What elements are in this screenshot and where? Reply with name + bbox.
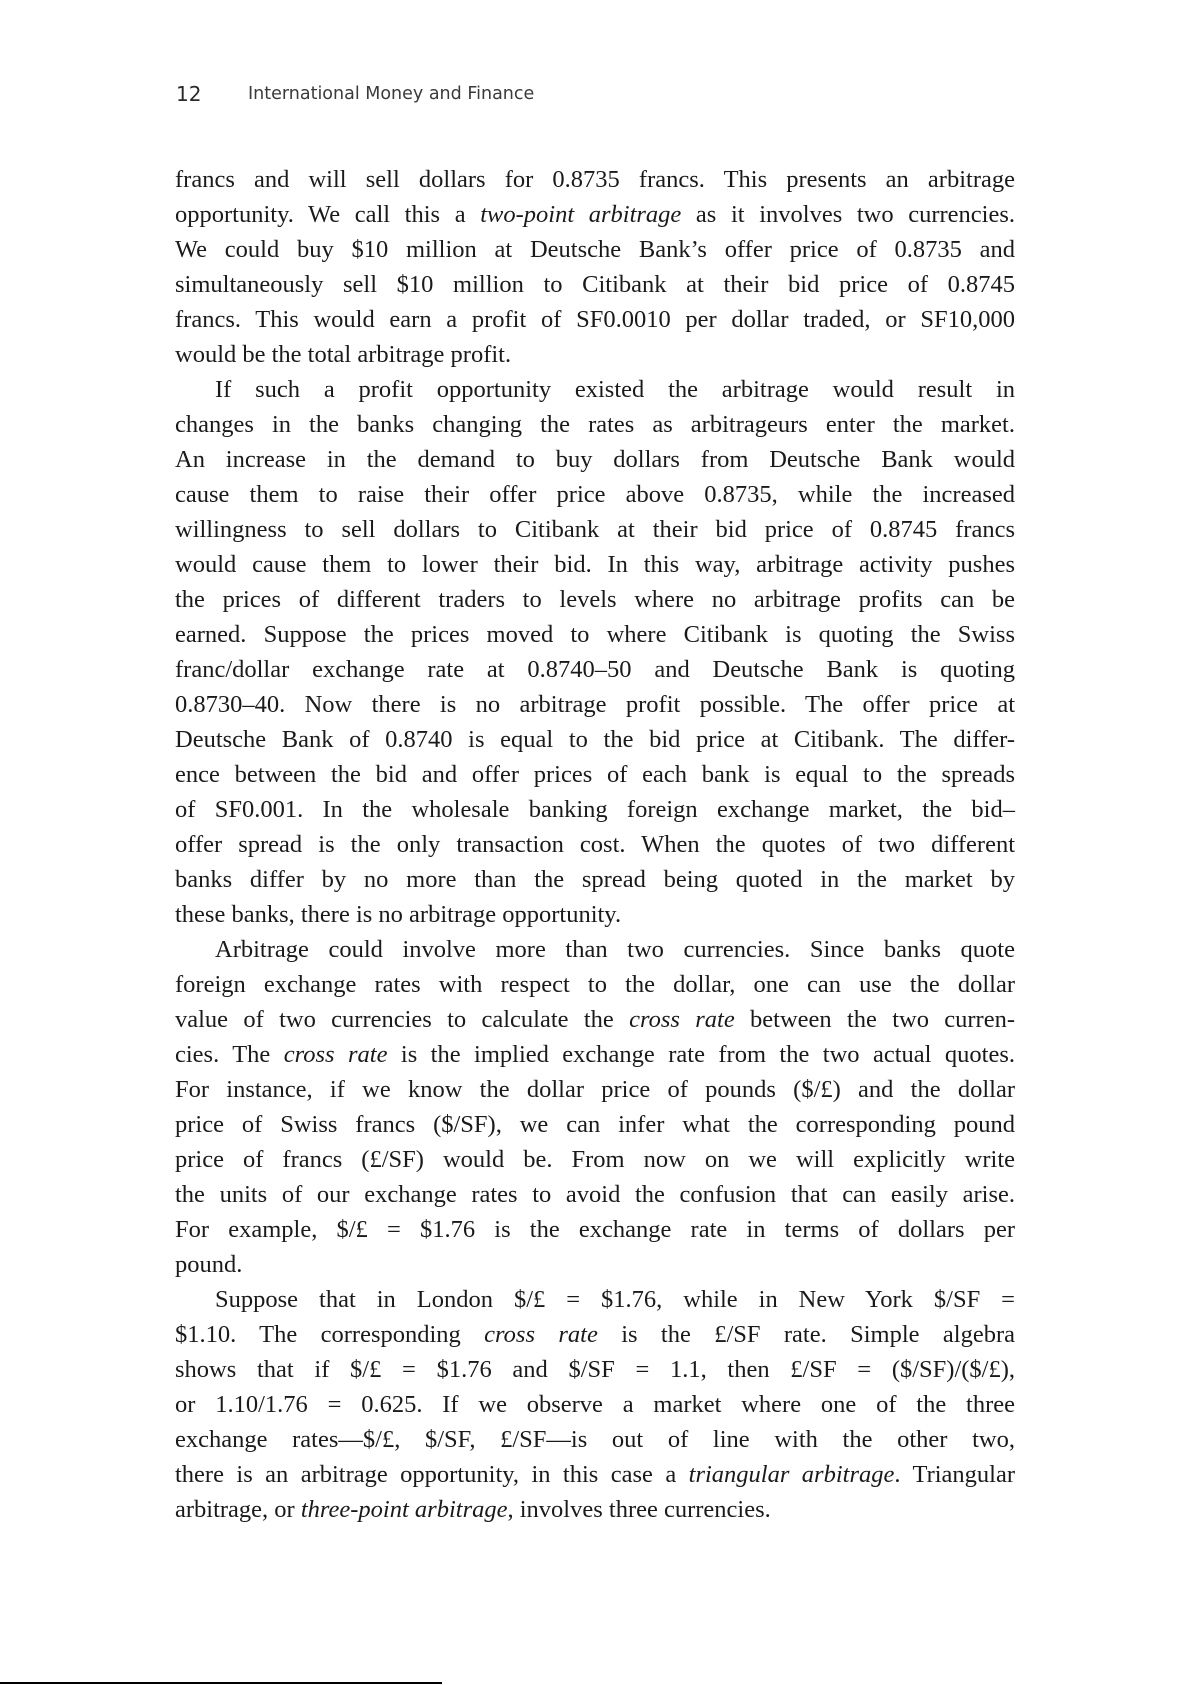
text-line [175, 337, 1015, 372]
text-line [175, 267, 1015, 302]
text-run: francs and will sell dollars for 0.8735 francs. This presents an arbitrage [175, 166, 1015, 193]
text-line [175, 1457, 1015, 1492]
text-line [175, 1002, 1015, 1037]
text-line [175, 967, 1015, 1002]
italic-term: triangular arbitrage [688, 1461, 895, 1488]
text-line [175, 1387, 1015, 1422]
text-line [175, 1317, 1015, 1352]
text-run: banks differ by no more than the spread being quoted in the market by [175, 866, 1015, 893]
italic-term: cross rate [629, 1006, 735, 1033]
text-run: price of Swiss francs ($/SF), we can infer what the corresponding pound [175, 1111, 1015, 1138]
paragraph [175, 1282, 1015, 1527]
text-line [175, 302, 1015, 337]
text-run: is the £/SF rate. Simple algebra [597, 1321, 1015, 1348]
text-run: willingness to sell dollars to Citibank at their bid price of 0.8745 francs [175, 516, 1015, 543]
text-run: , involves three currencies. [507, 1496, 771, 1523]
text-run: offer spread is the only transaction cost. When the quotes of two different [175, 831, 1015, 858]
text-line [175, 652, 1015, 687]
text-line [175, 477, 1015, 512]
text-run: ence between the bid and offer prices of each bank is equal to the spreads [175, 761, 1015, 788]
text-run: An increase in the demand to buy dollars from Deutsche Bank would [175, 446, 1015, 473]
text-run: earned. Suppose the prices moved to where Citibank is quoting the Swiss [175, 621, 1015, 648]
text-line [175, 1247, 1015, 1282]
text-run: between the two curren- [734, 1006, 1016, 1033]
text-run: francs. This would earn a profit of SF0.0010 per dollar traded, or SF10,000 [175, 306, 1015, 333]
text-run: the prices of different traders to levels where no arbitrage profits can be [175, 586, 1015, 613]
text-run: of SF0.001. In the wholesale banking foreign exchange market, the bid– [175, 796, 1015, 823]
text-line [175, 932, 1015, 967]
italic-term: cross rate [283, 1041, 388, 1068]
paragraph [175, 162, 1015, 372]
text-run: Deutsche Bank of 0.8740 is equal to the bid price at Citibank. The differ- [175, 726, 1015, 753]
text-run: shows that if $/£ = $1.76 and $/SF = 1.1, then £/SF = ($/SF)/($/£), [175, 1356, 1015, 1383]
text-run: would cause them to lower their bid. In this way, arbitrage activity pushes [175, 551, 1015, 578]
text-line [175, 722, 1015, 757]
text-run: pound. [175, 1251, 243, 1278]
italic-term: three-point arbitrage [300, 1496, 508, 1523]
text-run: value of two currencies to calculate the [175, 1006, 630, 1033]
italic-term: cross rate [484, 1321, 598, 1348]
text-line [175, 512, 1015, 547]
text-line [175, 617, 1015, 652]
text-line [175, 1107, 1015, 1142]
paragraph [175, 372, 1015, 932]
text-run: $1.10. The corresponding [175, 1321, 485, 1348]
text-run: For instance, if we know the dollar price of pounds ($/£) and the dollar [175, 1076, 1015, 1103]
italic-term: two-point arbitrage [480, 201, 682, 228]
text-line [175, 372, 1015, 407]
text-run: 0.8730–40. Now there is no arbitrage profit possible. The offer price at [175, 691, 1015, 718]
text-line [175, 1352, 1015, 1387]
text-line [175, 582, 1015, 617]
text-run: If such a profit opportunity existed the arbitrage would result in [215, 376, 1015, 403]
text-run: foreign exchange rates with respect to the dollar, one can use the dollar [175, 971, 1015, 998]
text-run: is the implied exchange rate from the two actual quotes. [387, 1041, 1015, 1068]
bottom-rule [0, 1682, 442, 1684]
text-line [175, 547, 1015, 582]
text-line [175, 232, 1015, 267]
page-number: 12 [176, 82, 202, 106]
text-line [175, 162, 1015, 197]
text-run: cause them to raise their offer price above 0.8735, while the increased [175, 481, 1015, 508]
text-run: opportunity. We call this a [175, 201, 481, 228]
text-line [175, 862, 1015, 897]
text-run: cies. The [175, 1041, 284, 1068]
text-run: the units of our exchange rates to avoid the confusion that can easily arise. [175, 1181, 1015, 1208]
text-run: changes in the banks changing the rates as arbitrageurs enter the market. [175, 411, 1015, 438]
body-text [175, 162, 1015, 1527]
text-run: For example, $/£ = $1.76 is the exchange rate in terms of dollars per [175, 1216, 1015, 1243]
text-run: would be the total arbitrage profit. [175, 341, 512, 368]
text-line [175, 687, 1015, 722]
text-line [175, 1492, 1015, 1527]
text-run: these banks, there is no arbitrage opportunity. [175, 901, 622, 928]
text-run: price of francs (£/SF) would be. From now on we will explicitly write [175, 1146, 1015, 1173]
text-run: arbitrage, or [175, 1496, 301, 1523]
text-line [175, 1037, 1015, 1072]
text-line [175, 442, 1015, 477]
text-line [175, 757, 1015, 792]
paragraph [175, 932, 1015, 1282]
text-line [175, 827, 1015, 862]
text-run: simultaneously sell $10 million to Citibank at their bid price of 0.8745 [175, 271, 1015, 298]
text-run: . Triangular [894, 1461, 1015, 1488]
text-run: there is an arbitrage opportunity, in this case a [175, 1461, 689, 1488]
text-run: Arbitrage could involve more than two currencies. Since banks quote [215, 936, 1015, 963]
text-run: exchange rates—$/£, $/SF, £/SF—is out of line with the other two, [175, 1426, 1015, 1453]
text-line [175, 1282, 1015, 1317]
text-run: franc/dollar exchange rate at 0.8740–50 and Deutsche Bank is quoting [175, 656, 1015, 683]
text-run: Suppose that in London $/£ = $1.76, while in New York $/SF = [215, 1286, 1015, 1313]
text-line [175, 1212, 1015, 1247]
text-run: as it involves two currencies. [681, 201, 1015, 228]
text-line [175, 897, 1015, 932]
running-title: International Money and Finance [248, 84, 535, 104]
text-line [175, 1422, 1015, 1457]
text-line [175, 1142, 1015, 1177]
text-line [175, 792, 1015, 827]
text-line [175, 1072, 1015, 1107]
text-line [175, 407, 1015, 442]
text-run: We could buy $10 million at Deutsche Bank’s offer price of 0.8735 and [175, 236, 1015, 263]
text-run: or 1.10/1.76 = 0.625. If we observe a market where one of the three [175, 1391, 1015, 1418]
text-line [175, 197, 1015, 232]
text-line [175, 1177, 1015, 1212]
